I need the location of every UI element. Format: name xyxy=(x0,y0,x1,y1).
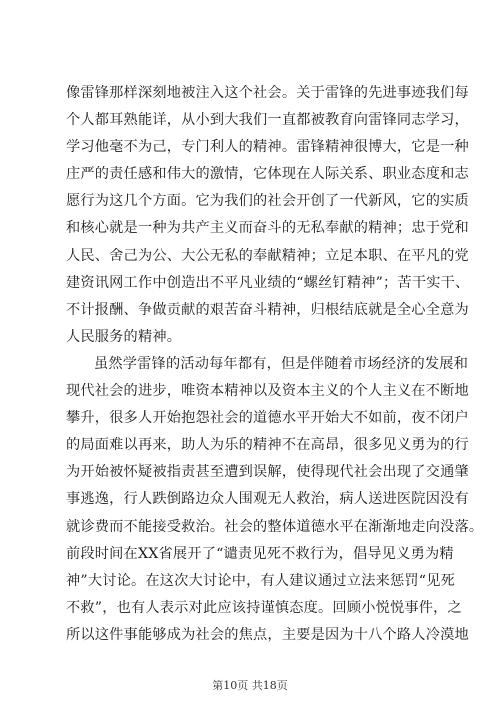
text-line: 和核心就是一种为共产主义而奋斗的无私奉献的精神；忠于党和 xyxy=(66,220,469,237)
paragraph-1 xyxy=(66,80,470,351)
text-line: 人民服务的精神。 xyxy=(66,328,182,345)
text-line: 庄严的责任感和伟大的激情，它体现在人际关系、职业态度和志 xyxy=(66,166,469,183)
text-line: 愿行为这几个方面。它为我们的社会开创了一代新风，它的实质 xyxy=(66,193,469,210)
text-line: 攀升，很多人开始抱怨社会的道德水平开始大不如前，夜不闭户 xyxy=(66,410,469,427)
text-line: 事逃逸，行人跌倒路边众人围观无人救治，病人送进医院因没有 xyxy=(66,491,469,508)
text-line: 不救”，也有人表示对此应该持谨慎态度。回顾小悦悦事件，之 xyxy=(66,599,462,616)
text-line: 人民、舍己为公、大公无私的奉献精神；立足本职、在平凡的党 xyxy=(66,247,469,264)
text-line: 所以这件事能够成为社会的焦点，主要是因为十八个路人冷漠地 xyxy=(66,626,469,643)
text-line: 的局面难以再来，助人为乐的精神不在高昂，很多见义勇为的行 xyxy=(66,437,469,454)
paragraph-2 xyxy=(66,351,484,649)
text-line: 建资讯网工作中创造出不平凡业绩的“螺丝钉精神”；苦干实干、 xyxy=(66,274,470,291)
text-line: 个人都耳熟能详，从小到大我们一直都被教育向雷锋同志学习， xyxy=(66,112,469,129)
text-line: 现代社会的进步，唯资本精神以及资本主义的个人主义在不断地 xyxy=(66,383,469,400)
body-text xyxy=(66,80,484,649)
text-line: 不计报酬、争做贡献的艰苦奋斗精神，归根结底就是全心全意为 xyxy=(66,301,469,318)
text-line: 神”大讨论。在这次大讨论中，有人建议通过立法来惩罚“见死 xyxy=(66,572,455,589)
text-line: 就诊费而不能接受救治。社会的整体道德水平在渐渐地走向没落。 xyxy=(66,518,484,535)
page-number: 第10页 共18页 xyxy=(212,679,288,692)
text-line: 为开始被怀疑被指责甚至遭到误解，使得现代社会出现了交通肇 xyxy=(66,464,469,481)
text-line: 前段时间在XX省展开了“谴责见死不救行为，倡导见义勇为精 xyxy=(66,545,454,562)
text-line: 学习他毫不为己，专门利人的精神。雷锋精神很博大，它是一种 xyxy=(66,139,469,156)
text-line: 虽然学雷锋的活动每年都有，但是伴随着市场经济的发展和 xyxy=(94,355,469,372)
text-line: 像雷锋那样深刻地被注入这个社会。关于雷锋的先进事迹我们每 xyxy=(66,85,469,101)
